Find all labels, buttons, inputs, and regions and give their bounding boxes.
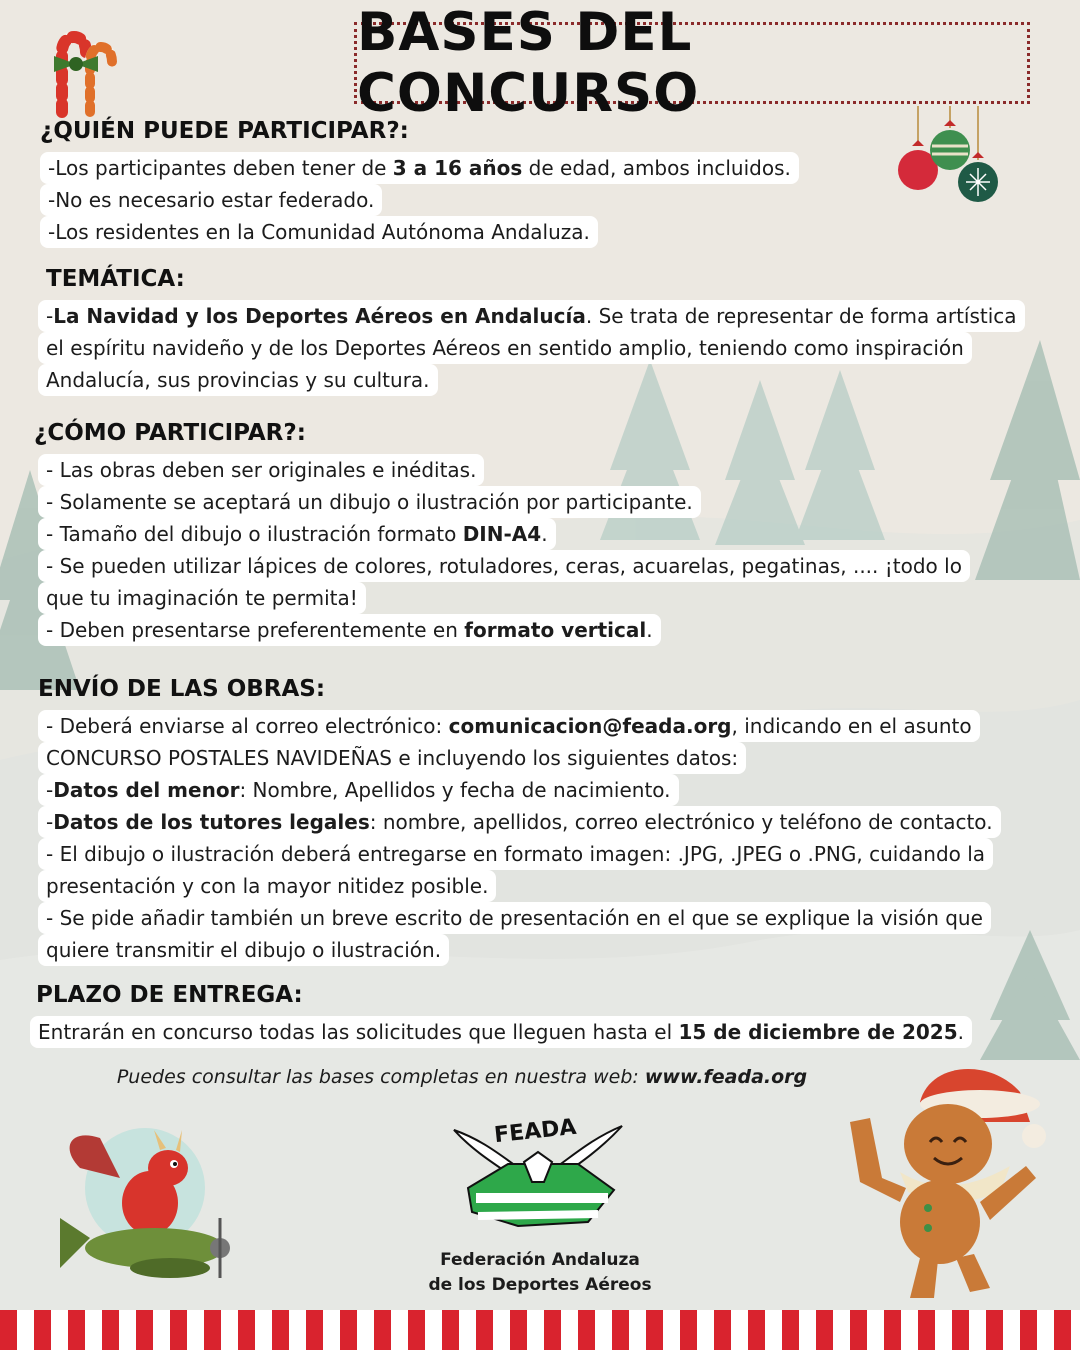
stripe [306,1310,323,1350]
heading-theme: TEMÁTICA: [46,266,185,292]
send-line-6: presentación y con la mayor nitidez posible. [38,870,496,902]
send-line-8: quiere transmitir el dibujo o ilustración. [38,934,449,966]
section-who [40,116,799,248]
stripe [578,1310,595,1350]
heading-send: ENVÍO DE LAS OBRAS: [38,676,326,702]
candy-cane-ornament [24,12,124,122]
section-deadline [30,980,972,1048]
how-line-2: - Solamente se aceptará un dibujo o ilustración por participante. [38,486,701,518]
stripe [986,1310,1003,1350]
section-how [34,418,970,646]
stripe [340,1310,357,1350]
who-line-2: -No es necesario estar federado. [40,184,382,216]
page-title: BASES DEL CONCURSO [357,2,700,124]
stripe [442,1310,459,1350]
stripe [0,1310,17,1350]
stripe [68,1310,85,1350]
stripe [680,1310,697,1350]
stripe [918,1310,935,1350]
stripe [884,1310,901,1350]
heading-how: ¿CÓMO PARTICIPAR?: [34,420,306,446]
heading-who: ¿QUIÉN PUEDE PARTICIPAR?: [40,118,409,144]
how-line-5: que tu imaginación te permita! [38,582,366,614]
stripe [544,1310,561,1350]
section-send [38,674,1001,966]
who-line-3: -Los residentes en la Comunidad Autónoma Andaluza. [40,216,598,248]
stripe [1054,1310,1071,1350]
send-line-7: - Se pide añadir también un breve escrito de presentación en el que se explique la visión que [38,902,991,934]
stripe [238,1310,255,1350]
stripe [748,1310,765,1350]
feada-logo [448,1112,628,1242]
theme-line-1: -La Navidad y los Deportes Aéreos en Andalucía. Se trata de representar de forma artística [38,300,1025,332]
how-line-1: - Las obras deben ser originales e inéditas. [38,454,484,486]
heading-deadline: PLAZO DE ENTREGA: [36,982,303,1008]
stripe [1020,1310,1037,1350]
section-theme [38,264,1025,396]
stripe [102,1310,119,1350]
send-line-4: -Datos de los tutores legales: nombre, apellidos, correo electrónico y teléfono de contacto. [38,806,1001,838]
stripe [510,1310,527,1350]
stripe [476,1310,493,1350]
title-box [354,2,1030,124]
send-line-1: - Deberá enviarse al correo electrónico: comunicacion@feada.org, indicando en el asunto [38,710,980,742]
theme-line-3: Andalucía, sus provincias y su cultura. [38,364,438,396]
who-line-1: -Los participantes deben tener de 3 a 16 años de edad, ambos incluidos. [40,152,799,184]
stripe [408,1310,425,1350]
stripe [952,1310,969,1350]
stripe [646,1310,663,1350]
stripe [782,1310,799,1350]
website-link[interactable]: www.feada.org [644,1066,808,1088]
how-line-3: - Tamaño del dibujo o ilustración formato DIN-A4. [38,518,556,550]
how-line-6: - Deben presentarse preferentemente en formato vertical. [38,614,661,646]
theme-line-2: el espíritu navideño y de los Deportes Aéreos en sentido amplio, teniendo como inspiración [38,332,972,364]
dragon-plane-illustration [50,1108,230,1298]
gingerbread-illustration [830,1062,1050,1302]
send-line-2: CONCURSO POSTALES NAVIDEÑAS e incluyendo los siguientes datos: [38,742,746,774]
stripe [136,1310,153,1350]
stripe [714,1310,731,1350]
organization-name: Federación Andaluza de los Deportes Aéreos [428,1250,652,1295]
candy-stripe-border [0,1310,1080,1350]
logo-text: FEADA [493,1114,578,1149]
send-line-3: -Datos del menor: Nombre, Apellidos y fecha de nacimiento. [38,774,679,806]
send-line-5: - El dibujo o ilustración deberá entregarse en formato imagen: .JPG, .JPEG o .PNG, cuidando la [38,838,993,870]
stripe [272,1310,289,1350]
stripe [374,1310,391,1350]
stripe [816,1310,833,1350]
stripe [850,1310,867,1350]
website-note: Puedes consultar las bases completas en nuestra web: www.feada.org [116,1066,808,1088]
stripe [612,1310,629,1350]
how-line-4: - Se pueden utilizar lápices de colores, rotuladores, ceras, acuarelas, pegatinas, .... ¡todo lo [38,550,970,582]
stripe [34,1310,51,1350]
stripe [204,1310,221,1350]
deadline-line-1: Entrarán en concurso todas las solicitudes que lleguen hasta el 15 de diciembre de 2025. [30,1016,972,1048]
stripe [170,1310,187,1350]
